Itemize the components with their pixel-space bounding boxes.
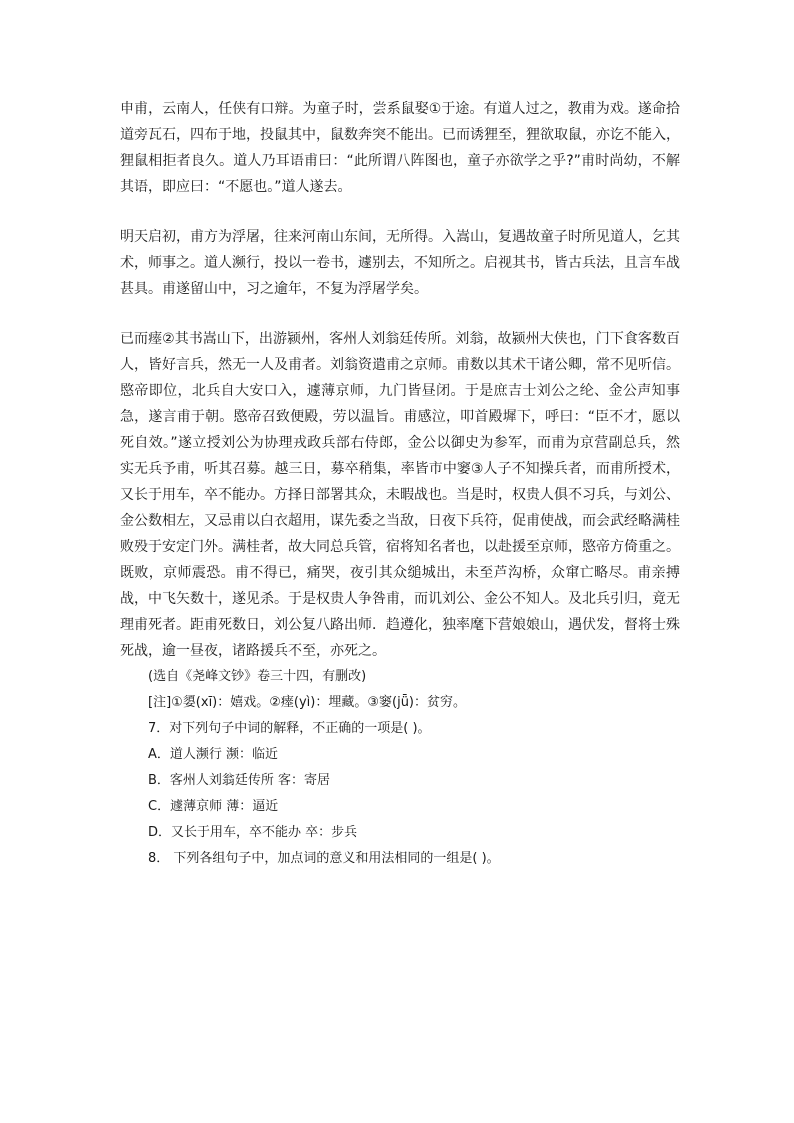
paragraph-3: 已而瘗②其书嵩山下，出游颍州，客州人刘翁廷传所。刘翁，故颍州大侠也，门下食客数百人，皆好言兵，然无一人及甫者。刘翁资遣甫之京师。甫数以其术干诸公卿，常不见听信。愍帝即位，北兵自大安口入，遽薄京师，九门皆昼闭。于是庶吉士刘公之纶、金公声知事急，遂言甫于朝。愍帝召致便殿，劳以温旨。甫感泣，叩首殿墀下，呼曰：“臣不才，愿以死自效。”遂立授刘公为协理戎政兵部右侍郎，金公以御史为参军，而甫为京营副总兵，然实无兵予甫，听其召募。越三日，募卒稍集，率皆市中窭③人子不知操兵者，而甫所授术，又长于用车，卒不能办。方择日部署其众，未暇战也。当是时，权贵人俱不习兵，与刘公、金公数相左，又忌甫以白衣超用，谋先委之当敌，日夜下兵符，促甫使战，而会武经略满桂败殁于安定门外。满桂者，故大同总兵管，宿将知名者也，以赴援至京师，愍帝方倚重之。既败，京师震恐。甫不得已，痛哭，夜引其众缒城出，未至芦沟桥，众窜亡略尽。甫亲搏战，中飞矢数十，遂见杀。于是权贵人争咎甫，而讥刘公、金公不知人。及北兵引归，竟无理甫死者。距甫死数日，刘公复八路出师．趋遵化，独率麾下营娘娘山，遇伏发，督将士殊死战，逾一昼夜，诸路援兵不至，亦死之。: [120, 331, 680, 659]
question-7-option-c: C．遽薄京师 薄：逼近: [148, 799, 279, 814]
document-page: [120, 96, 680, 872]
question-block: [120, 664, 680, 872]
question-7-option-a: A．道人濒行 濒：临近: [148, 747, 279, 762]
paragraph-2: 明天启初，甫方为浮屠，往来河南山东间，无所得。入嵩山，复遇故童子时所见道人，乞其术，师事之。道人濒行，投以一卷书，遽别去，不知所之。启视其书，皆古兵法，且言车战甚具。甫遂留山中，习之逾年，不复为浮屠学矣。: [120, 229, 680, 297]
question-7-option-b: B．客州人刘翁廷传所 客：寄居: [148, 773, 331, 788]
source-citation: (选自《尧峰文钞》卷三十四，有删改): [148, 669, 367, 684]
paragraph-1: 申甫，云南人，任侠有口辩。为童子时，尝系鼠娶①于途。有道人过之，教甫为戏。遂命拾道旁瓦石，四布于地，投鼠其中，鼠数奔突不能出。已而诱狸至，狸欲取鼠，亦讫不能入，狸鼠相拒者良久。道人乃耳语甫曰：“此所谓八阵图也，童子亦欲学之乎?”甫时尚幼，不解其语，即应曰：“不愿也。”道人遂去。: [120, 101, 680, 195]
annotation-notes: [注]①嬃(xī)：嬉戏。②瘗(yì)：埋藏。③窭(jǖ)：贫穷。: [148, 695, 466, 710]
question-7-option-d: D．又长于用车，卒不能办 卒：步兵: [148, 825, 358, 840]
question-7-stem: 7．对下列句子中词的解释，不正确的一项是( )。: [148, 721, 431, 736]
question-8-stem: 8． 下列各组句子中，加点词的意义和用法相同的一组是( )。: [148, 851, 500, 866]
